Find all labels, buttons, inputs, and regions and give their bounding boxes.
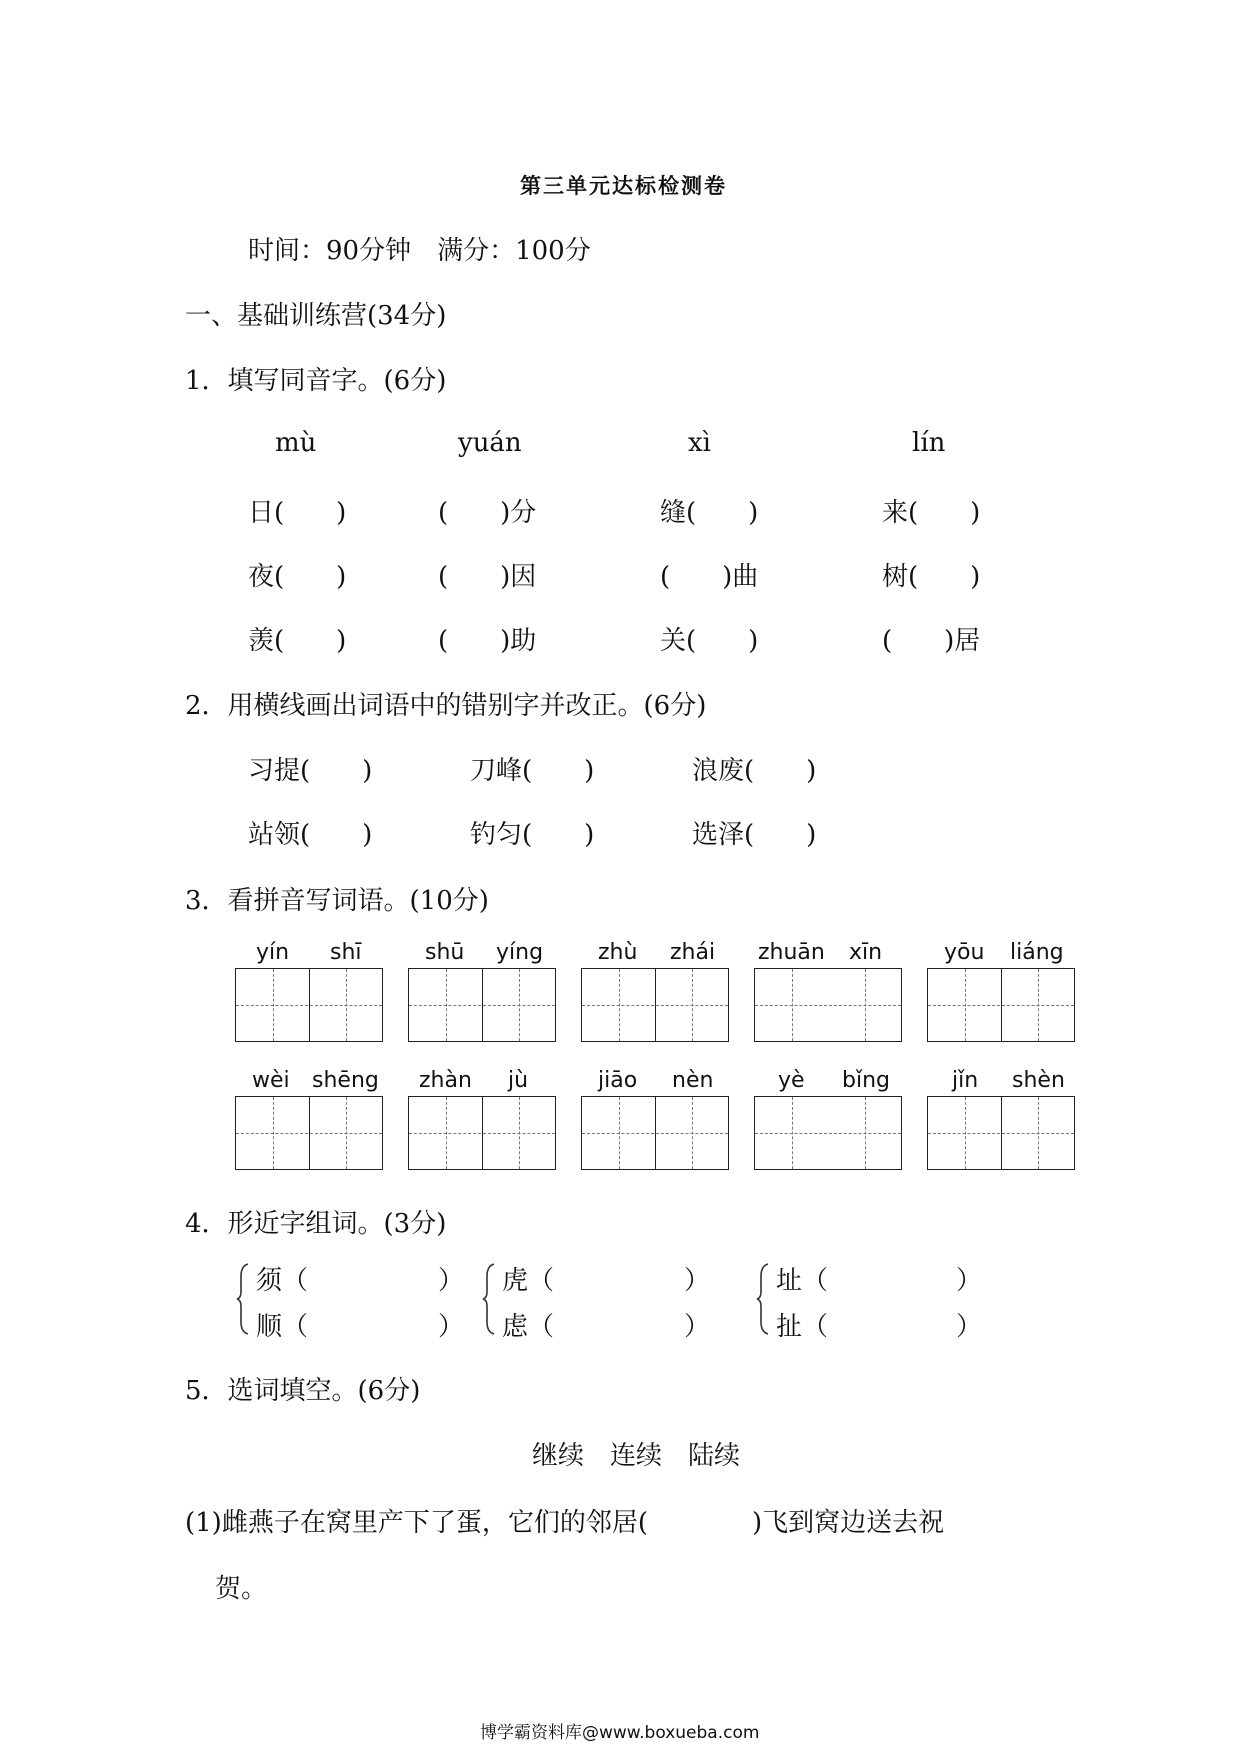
brace-icon	[236, 1262, 252, 1336]
word-pinyin: shī	[330, 940, 362, 965]
close-paren: ）	[956, 1266, 983, 1296]
writing-grid[interactable]	[581, 1096, 729, 1170]
close-paren: ）	[438, 1266, 465, 1296]
writing-grid[interactable]	[235, 1096, 383, 1170]
correction-item: 浪废( )	[692, 756, 817, 786]
question-1-title: 1．填写同音字。(6分)	[185, 366, 447, 396]
question-4-title: 4．形近字组词。(3分)	[185, 1209, 447, 1239]
homophone-item: 羡( )	[248, 626, 347, 656]
question-2-title: 2．用横线画出词语中的错别字并改正。(6分)	[185, 691, 707, 721]
writing-grid[interactable]	[754, 968, 902, 1042]
correction-item: 钓匀( )	[470, 820, 595, 850]
homophone-item: 关( )	[660, 626, 759, 656]
close-paren: ）	[438, 1312, 465, 1342]
homophone-item: ( )居	[882, 626, 981, 656]
question-3-title: 3．看拼音写词语。(10分)	[185, 886, 489, 916]
similar-char-bottom: 扯（	[776, 1312, 829, 1342]
writing-grid[interactable]	[581, 968, 729, 1042]
similar-char-top: 址（	[776, 1266, 829, 1296]
question-5-title: 5．选词填空。(6分)	[185, 1376, 421, 1406]
word-pinyin: shēng	[312, 1068, 379, 1093]
footer-watermark: 博学霸资料库@www.boxueba.com	[480, 1723, 760, 1743]
word-pinyin: yōu	[944, 940, 985, 965]
word-pinyin: zhái	[670, 940, 716, 965]
writing-grid[interactable]	[235, 968, 383, 1042]
close-paren: ）	[956, 1312, 983, 1342]
word-pinyin: shèn	[1012, 1068, 1065, 1093]
brace-icon	[482, 1262, 498, 1336]
correction-item: 刀峰( )	[470, 756, 595, 786]
section-heading: 一、基础训练营(34分)	[185, 301, 447, 331]
word-pinyin: jǐn	[952, 1068, 979, 1093]
word-pinyin: xīn	[849, 940, 883, 965]
similar-char-top: 虎（	[502, 1266, 555, 1296]
word-pinyin: zhuān	[758, 940, 825, 965]
word-pinyin: shū	[425, 940, 465, 965]
word-pinyin: zhù	[598, 940, 638, 965]
correction-item: 习提( )	[248, 756, 373, 786]
homophone-item: ( )曲	[660, 562, 759, 592]
word-pinyin: liáng	[1010, 940, 1064, 965]
word-pinyin: nèn	[672, 1068, 714, 1093]
writing-grid[interactable]	[927, 968, 1075, 1042]
writing-grid[interactable]	[408, 1096, 556, 1170]
similar-char-bottom: 虑（	[502, 1312, 555, 1342]
pinyin-label: xì	[688, 428, 711, 458]
homophone-item: 来( )	[882, 498, 981, 528]
writing-grid[interactable]	[927, 1096, 1075, 1170]
word-options: 继续 连续 陆续	[532, 1441, 741, 1471]
word-pinyin: jiāo	[598, 1068, 638, 1093]
pinyin-label: mù	[275, 428, 317, 458]
pinyin-label: lín	[912, 428, 946, 458]
close-paren: ）	[684, 1312, 711, 1342]
word-pinyin: jù	[508, 1068, 529, 1093]
homophone-item: ( )助	[438, 626, 537, 656]
time-info: 时间：90分钟 满分：100分	[248, 236, 591, 266]
close-paren: ）	[684, 1266, 711, 1296]
pinyin-label: yuán	[458, 428, 522, 458]
correction-item: 站领( )	[248, 820, 373, 850]
word-pinyin: bǐng	[842, 1068, 890, 1093]
writing-grid[interactable]	[408, 968, 556, 1042]
page-title: 第三单元达标检测卷	[520, 173, 727, 198]
fill-sentence: (1)雌燕子在窝里产下了蛋，它们的邻居( )飞到窝边送去祝	[185, 1508, 945, 1538]
writing-grid[interactable]	[754, 1096, 902, 1170]
word-pinyin: wèi	[252, 1068, 290, 1093]
homophone-item: 树( )	[882, 562, 981, 592]
word-pinyin: yín	[256, 940, 290, 965]
similar-char-top: 须（	[256, 1266, 309, 1296]
brace-icon	[756, 1262, 772, 1336]
word-pinyin: yíng	[496, 940, 544, 965]
correction-item: 选泽( )	[692, 820, 817, 850]
homophone-item: 日( )	[248, 498, 347, 528]
fill-sentence-continued: 贺。	[215, 1574, 268, 1604]
similar-char-bottom: 顺（	[256, 1312, 309, 1342]
homophone-item: ( )因	[438, 562, 537, 592]
homophone-item: 缝( )	[660, 498, 759, 528]
homophone-item: ( )分	[438, 498, 537, 528]
homophone-item: 夜( )	[248, 562, 347, 592]
word-pinyin: zhàn	[419, 1068, 472, 1093]
word-pinyin: yè	[778, 1068, 805, 1093]
